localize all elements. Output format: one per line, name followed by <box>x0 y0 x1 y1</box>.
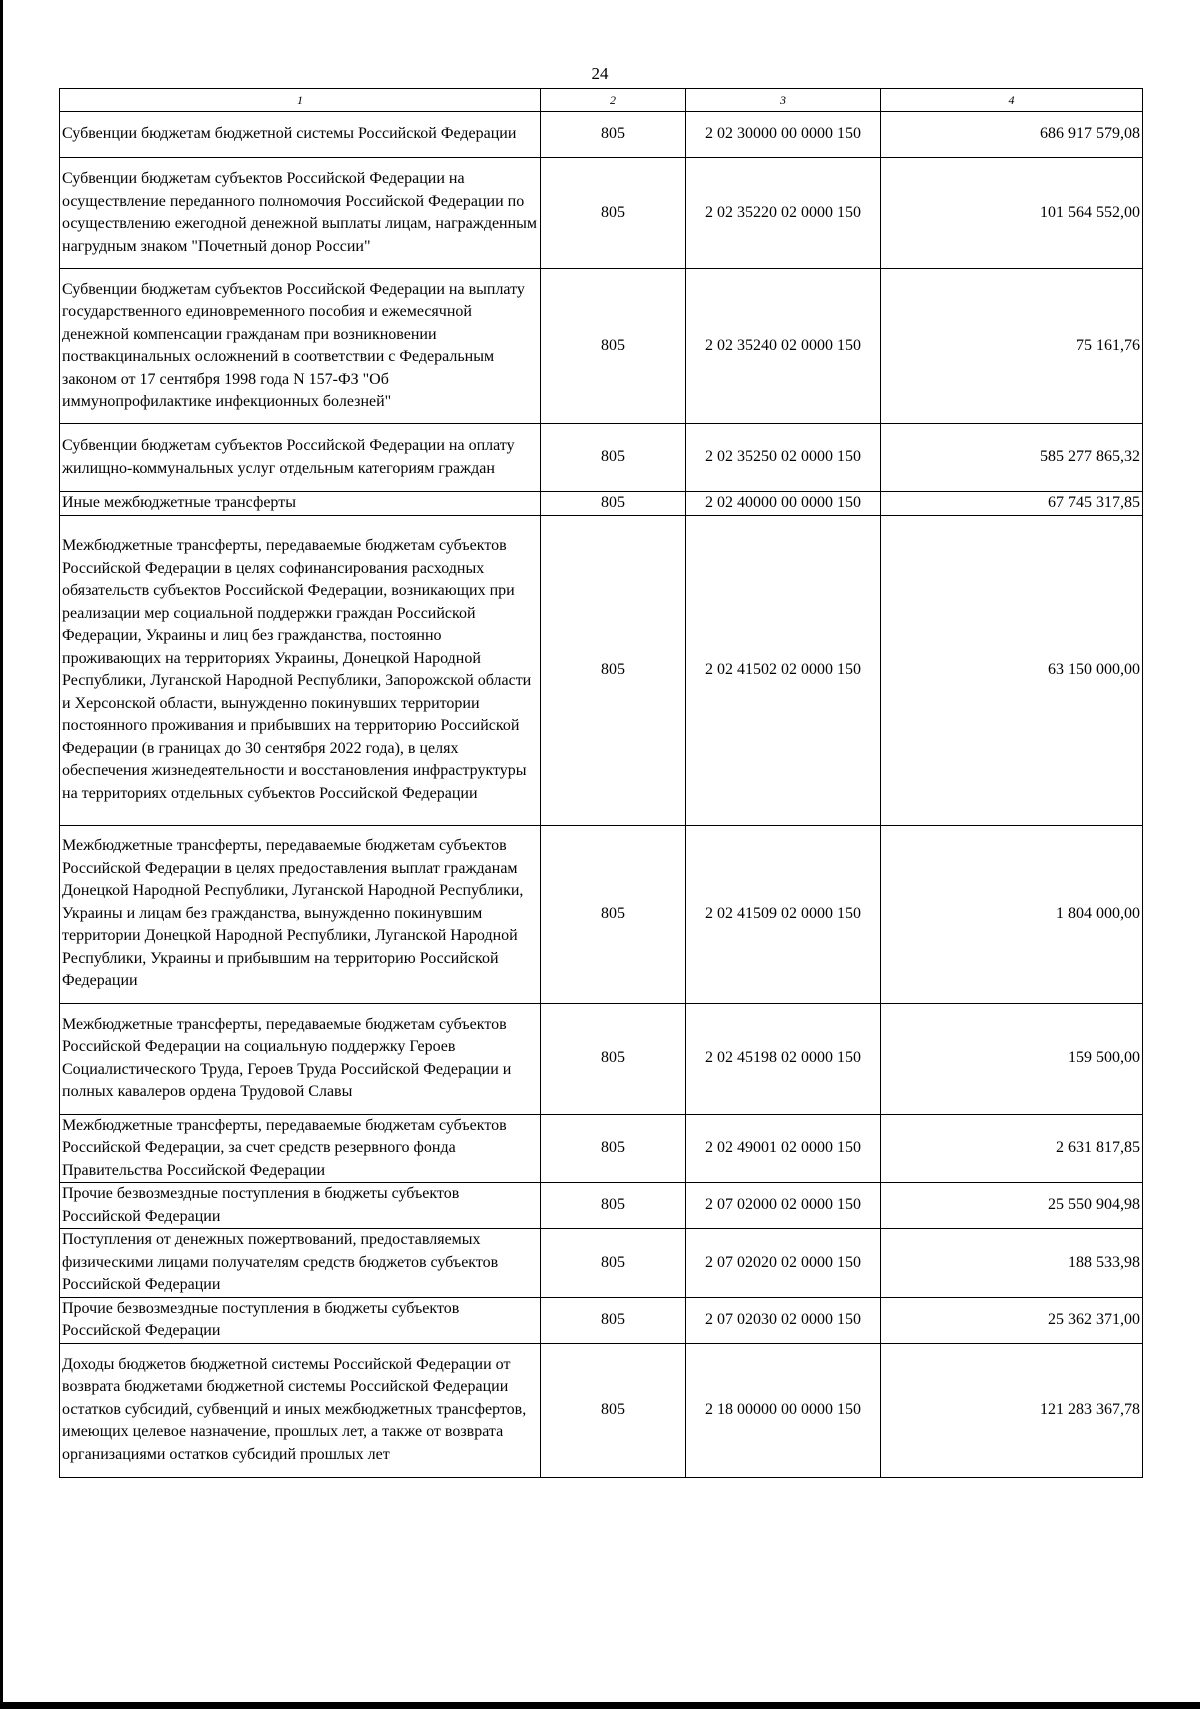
row-admin-code: 805 <box>541 515 686 825</box>
row-amount: 25 362 371,00 <box>881 1297 1143 1343</box>
column-header-3: 3 <box>686 89 881 112</box>
row-amount: 25 550 904,98 <box>881 1183 1143 1229</box>
row-budget-code: 2 02 30000 00 0000 150 <box>686 112 881 158</box>
row-admin-code: 805 <box>541 492 686 516</box>
table-row <box>60 1183 1143 1229</box>
row-admin-code: 805 <box>541 424 686 492</box>
row-budget-code: 2 02 49001 02 0000 150 <box>686 1114 881 1183</box>
table-row <box>60 1297 1143 1343</box>
column-header-2: 2 <box>541 89 686 112</box>
row-amount: 75 161,76 <box>881 269 1143 424</box>
row-description: Межбюджетные трансферты, передаваемые бюджетам субъектов Российской Федерации на социальную поддержку Героев Социалистического Труда, Героев Труда Российской Федерации и полных кавалеров ордена Трудовой Славы <box>60 1003 541 1114</box>
row-budget-code: 2 02 40000 00 0000 150 <box>686 492 881 516</box>
row-amount: 67 745 317,85 <box>881 492 1143 516</box>
row-amount: 63 150 000,00 <box>881 515 1143 825</box>
row-amount: 188 533,98 <box>881 1229 1143 1298</box>
row-amount: 159 500,00 <box>881 1003 1143 1114</box>
page-number: 24 <box>591 64 609 83</box>
row-admin-code: 805 <box>541 1114 686 1183</box>
row-admin-code: 805 <box>541 1003 686 1114</box>
row-amount: 101 564 552,00 <box>881 158 1143 269</box>
table-header-row <box>60 89 1143 112</box>
row-description: Доходы бюджетов бюджетной системы Российской Федерации от возврата бюджетами бюджетной системы Российской Федерации остатков субсидий, субвенций и иных межбюджетных трансфертов, имеющих целевое назначение, прошлых лет, а также от возврата организациями остатков субсидий прошлых лет <box>60 1343 541 1477</box>
column-header-4: 4 <box>881 89 1143 112</box>
row-budget-code: 2 02 35220 02 0000 150 <box>686 158 881 269</box>
row-description: Межбюджетные трансферты, передаваемые бюджетам субъектов Российской Федерации, за счет средств резервного фонда Правительства Российской Федерации <box>60 1114 541 1183</box>
row-amount: 585 277 865,32 <box>881 424 1143 492</box>
table-row <box>60 269 1143 424</box>
row-description: Поступления от денежных пожертвований, предоставляемых физическими лицами получателям средств бюджетов субъектов Российской Федерации <box>60 1229 541 1298</box>
row-description: Межбюджетные трансферты, передаваемые бюджетам субъектов Российской Федерации в целях софинансирования расходных обязательств субъектов Российской Федерации, возникающих при реализации мер социальной поддержки граждан Российской Федерации, Украины и лиц без гражданства, постоянно проживающих на территориях Украины, Донецкой Народной Республики, Луганской Народной Республики, Запорожской области и Херсонской области, вынужденно покинувших территории постоянного проживания и прибывших на территорию Российской Федерации (в границах до 30 сентября 2022 года), в целях обеспечения жизнедеятельности и восстановления инфраструктуры на территориях отдельных субъектов Российской Федерации <box>60 515 541 825</box>
row-amount: 1 804 000,00 <box>881 825 1143 1003</box>
row-budget-code: 2 07 02020 02 0000 150 <box>686 1229 881 1298</box>
row-admin-code: 805 <box>541 269 686 424</box>
table-row <box>60 1229 1143 1298</box>
row-budget-code: 2 07 02000 02 0000 150 <box>686 1183 881 1229</box>
row-description: Прочие безвозмездные поступления в бюджеты субъектов Российской Федерации <box>60 1183 541 1229</box>
revenue-table <box>59 88 1143 1478</box>
row-budget-code: 2 02 35240 02 0000 150 <box>686 269 881 424</box>
table-row <box>60 825 1143 1003</box>
row-admin-code: 805 <box>541 158 686 269</box>
row-description: Субвенции бюджетам субъектов Российской Федерации на оплату жилищно-коммунальных услуг отдельным категориям граждан <box>60 424 541 492</box>
table-row <box>60 1003 1143 1114</box>
row-admin-code: 805 <box>541 112 686 158</box>
row-admin-code: 805 <box>541 1297 686 1343</box>
scan-border-bottom <box>0 1702 1200 1709</box>
table-row <box>60 424 1143 492</box>
table-row <box>60 1343 1143 1477</box>
table-row <box>60 1114 1143 1183</box>
row-budget-code: 2 02 41502 02 0000 150 <box>686 515 881 825</box>
row-budget-code: 2 18 00000 00 0000 150 <box>686 1343 881 1477</box>
row-description: Субвенции бюджетам субъектов Российской Федерации на выплату государственного единовременного пособия и ежемесячной денежной компенсации гражданам при возникновении поствакцинальных осложнений в соответствии с Федеральным законом от 17 сентября 1998 года N 157-ФЗ "Об иммунопрофилактике инфекционных болезней" <box>60 269 541 424</box>
row-description: Прочие безвозмездные поступления в бюджеты субъектов Российской Федерации <box>60 1297 541 1343</box>
row-budget-code: 2 02 45198 02 0000 150 <box>686 1003 881 1114</box>
table-row <box>60 158 1143 269</box>
row-admin-code: 805 <box>541 1343 686 1477</box>
table-row <box>60 515 1143 825</box>
row-amount: 121 283 367,78 <box>881 1343 1143 1477</box>
row-budget-code: 2 02 35250 02 0000 150 <box>686 424 881 492</box>
table-row <box>60 492 1143 516</box>
table-row <box>60 112 1143 158</box>
row-amount: 2 631 817,85 <box>881 1114 1143 1183</box>
row-description: Субвенции бюджетам бюджетной системы Российской Федерации <box>60 112 541 158</box>
row-description: Межбюджетные трансферты, передаваемые бюджетам субъектов Российской Федерации в целях предоставления выплат гражданам Донецкой Народной Республики, Луганской Народной Республики, Украины и лицам без гражданства, вынужденно покинувшим территории Донецкой Народной Республики, Луганской Народной Республики, Украины и прибывшим на территорию Российской Федерации <box>60 825 541 1003</box>
row-admin-code: 805 <box>541 825 686 1003</box>
row-description: Иные межбюджетные трансферты <box>60 492 541 516</box>
row-admin-code: 805 <box>541 1183 686 1229</box>
scan-border-left <box>0 0 3 1709</box>
row-amount: 686 917 579,08 <box>881 112 1143 158</box>
row-budget-code: 2 07 02030 02 0000 150 <box>686 1297 881 1343</box>
row-admin-code: 805 <box>541 1229 686 1298</box>
row-budget-code: 2 02 41509 02 0000 150 <box>686 825 881 1003</box>
column-header-1: 1 <box>60 89 541 112</box>
row-description: Субвенции бюджетам субъектов Российской Федерации на осуществление переданного полномочия Российской Федерации по осуществлению ежегодной денежной выплаты лицам, награжденным нагрудным знаком "Почетный донор России" <box>60 158 541 269</box>
